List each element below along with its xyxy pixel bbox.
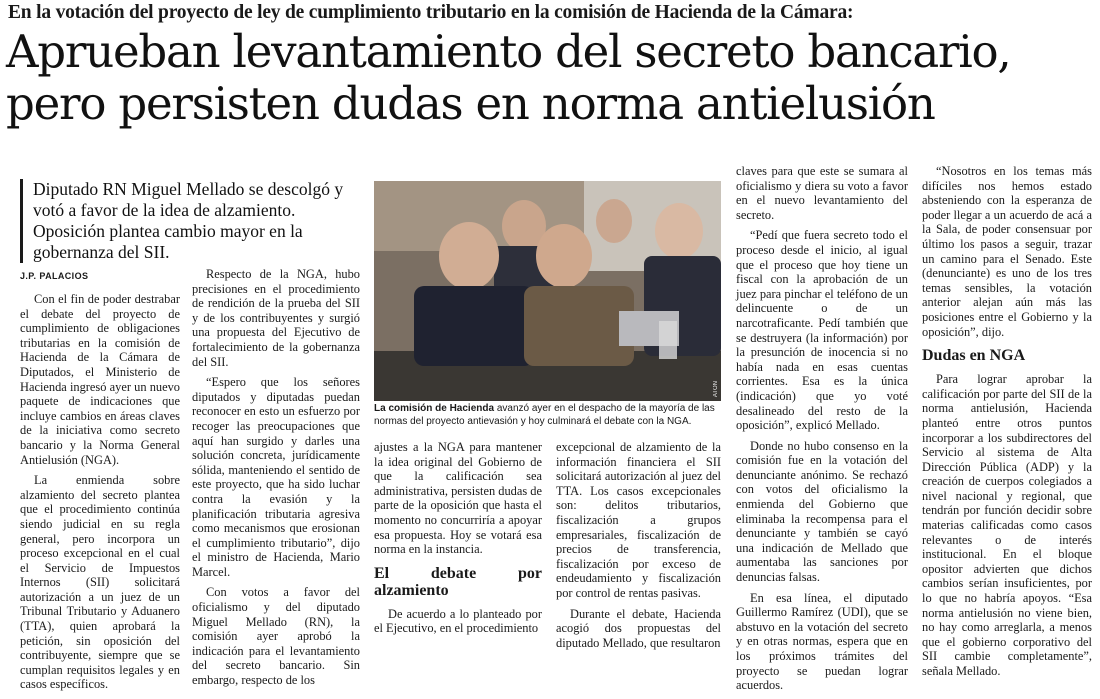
- subhead: Diputado RN Miguel Mellado se descolgó y votó a favor de la idea de alzamiento. Oposición plantea cambio mayor en la gobernanza del SII.: [33, 179, 344, 262]
- paragraph: “Espero que los señores diputados y diputadas puedan reconocer en esto un esfuerzo por recoger las preocupaciones que aquí han surgido y darles una solución concreta, jurídicamente sólida, manteniendo el sentido de este proyecto, que ha sido luchar contra la evasión y la planificación tributaria agresiva como mecanismos que erosionan el cumplimiento tributario”, dijo el ministro de Hacienda, Mario Marcel.: [192, 375, 360, 579]
- column-1: [20, 292, 180, 698]
- column-5: [736, 164, 908, 699]
- paragraph: De acuerdo a lo planteado por el Ejecutivo, en el procedimiento: [374, 606, 542, 636]
- column-6: [922, 164, 1092, 685]
- column-3: [374, 440, 542, 642]
- photo-illustration: [374, 181, 721, 401]
- paragraph: En esa línea, el diputado Guillermo Ramírez (UDI), que se abstuvo en la votación del secreto y en otras normas, espera que en los próximos trámites del proyecto se puedan lograr acuerdos.: [736, 590, 908, 693]
- photo-caption: [374, 403, 721, 428]
- caption-lead: La comisión de Hacienda: [374, 403, 495, 414]
- paragraph: “Nosotros en los temas más difíciles nos hemos estado absteniendo con la esperanza de poder llegar a un acuerdo de acá a la Sala, de poder consensuar por último los pasos a seguir, trazar un camino para el Senado. Este (denunciante) es uno de los tres temas sensibles, la votación anterior alejan aún más las posiciones entre el Gobierno y la oposición”, dijo.: [922, 164, 1092, 339]
- headline: [6, 26, 1096, 130]
- headline-line-2: pero persisten dudas en norma antielusión: [6, 77, 935, 130]
- paragraph: Para lograr aprobar la calificación por parte del SII de la norma antielusión, Hacienda planteó entre otros puntos incorporar a los subdirectores del Servicio al sistema de Alta Dirección Pública (ADP) y la creación de cuerpos colegiados a nivel nacional y regional, que tendrán por función decidir sobre materias calificadas como casos relevantes o de interés institucional. En el bloque opositor advierten que dichos cambios serían insuficientes, por lo que no habría apoyos. “Esa norma antielusión no viene bien, no hay como arreglarla, a menos que el gobierno corporativo del SII cambie completamente”, señala Mellado.: [922, 372, 1092, 678]
- paragraph: Con el fin de poder destrabar el debate del proyecto de cumplimiento de obligaciones tributarias en la comisión de Hacienda de la Cámara de Diputados, el Ministerio de Hacienda ingresó ayer un nuevo paquete de indicaciones que incluye cambios en áreas claves de la iniciativa como secreto bancario y la Norma General Antielusión (NGA).: [20, 292, 180, 467]
- section-heading-alzamiento: El debate por alzamiento: [374, 564, 542, 599]
- section-heading-nga: Dudas en NGA: [922, 347, 1026, 365]
- column-4: [556, 440, 721, 656]
- headline-line-1: Aprueban levantamiento del secreto bancario,: [6, 25, 1011, 78]
- paragraph: “Pedí que fuera secreto todo el proceso desde el inicio, al igual que el proceso que hoy tiene un fiscal con la aprobación de un juez para pinchar el teléfono de un delincuente o de un narcotraficante. Pedí también que se destruyera (la información) por la presunción de inocencia si no había nada en esas cuentas corrientes. Esa es la única (indicación) que yo voté desalineado del resto de la oposición”, explicó Mellado.: [736, 228, 908, 433]
- paragraph: Durante el debate, Hacienda acogió dos propuestas del diputado Mellado, que resultaron: [556, 606, 721, 650]
- paragraph: Con votos a favor del oficialismo y del diputado Miguel Mellado (RN), la comisión ayer aprobó la indicación para el levantamiento del secreto bancario. Sin embargo, respecto de los: [192, 585, 360, 688]
- caption-text: avanzó ayer en el despacho de la mayoría de las normas del proyecto antievasión y hoy culminará el debate con la NGA.: [374, 403, 715, 427]
- paragraph: Respecto de la NGA, hubo precisiones en el procedimiento de rendición de la prueba del SII y de los contribuyentes y surgió una propuesta del Ejecutivo de fortalecimiento de la gobernanza del SII.: [192, 267, 360, 369]
- byline: J.P. PALACIOS: [20, 271, 89, 281]
- paragraph: excepcional de alzamiento de la información financiera el SII solicitará autorización al juez del TTA. Los casos excepcionales son: delitos tributarios, fiscalización a grupos empresariales, fiscalización de precios de transferencia, fiscalización por exceso de endeudamiento y fiscalización por control de rentas pasivas.: [556, 440, 721, 600]
- paragraph: Donde no hubo consenso en la comisión fue en la votación del denunciante anónimo. Se rechazó con votos del oficialismo la enmienda del Gobierno que eliminaba la recompensa para el denunciante y también se cayó una indicación de Mellado que aumentaba las sanciones por denuncias falsas.: [736, 438, 908, 585]
- paragraph: claves para que este se sumara al oficialismo y diera su voto a favor en el nuevo levantamiento del secreto.: [736, 164, 908, 222]
- paragraph: ajustes a la NGA para mantener la idea original del Gobierno de que la calificación sea administrativa, persisten dudas de parte de la oposición que hasta el momento no concurriría a apoyar esa propuesta. Hoy se votará esa norma en la instancia.: [374, 440, 542, 557]
- photo-credit: ATON: [713, 380, 719, 397]
- news-photo: [374, 181, 721, 401]
- kicker: En la votación del proyecto de ley de cumplimiento tributario en la comisión de Hacienda de la Cámara:: [8, 2, 854, 23]
- subhead-box: [20, 179, 363, 263]
- column-2: [192, 267, 360, 694]
- paragraph: La enmienda sobre alzamiento del secreto plantea que el procedimiento continúa siendo judicial en su regla general, pero incorpora un proceso excepcional en el cual el Servicio de Impuestos Internos (SII) solicitará autorización a un juez de un Tribunal Tributario y Aduanero (TTA), quien aprobará la petición, sin oposición del contribuyente, siempre que se cumplan requisitos legales y en casos específicos.: [20, 473, 180, 692]
